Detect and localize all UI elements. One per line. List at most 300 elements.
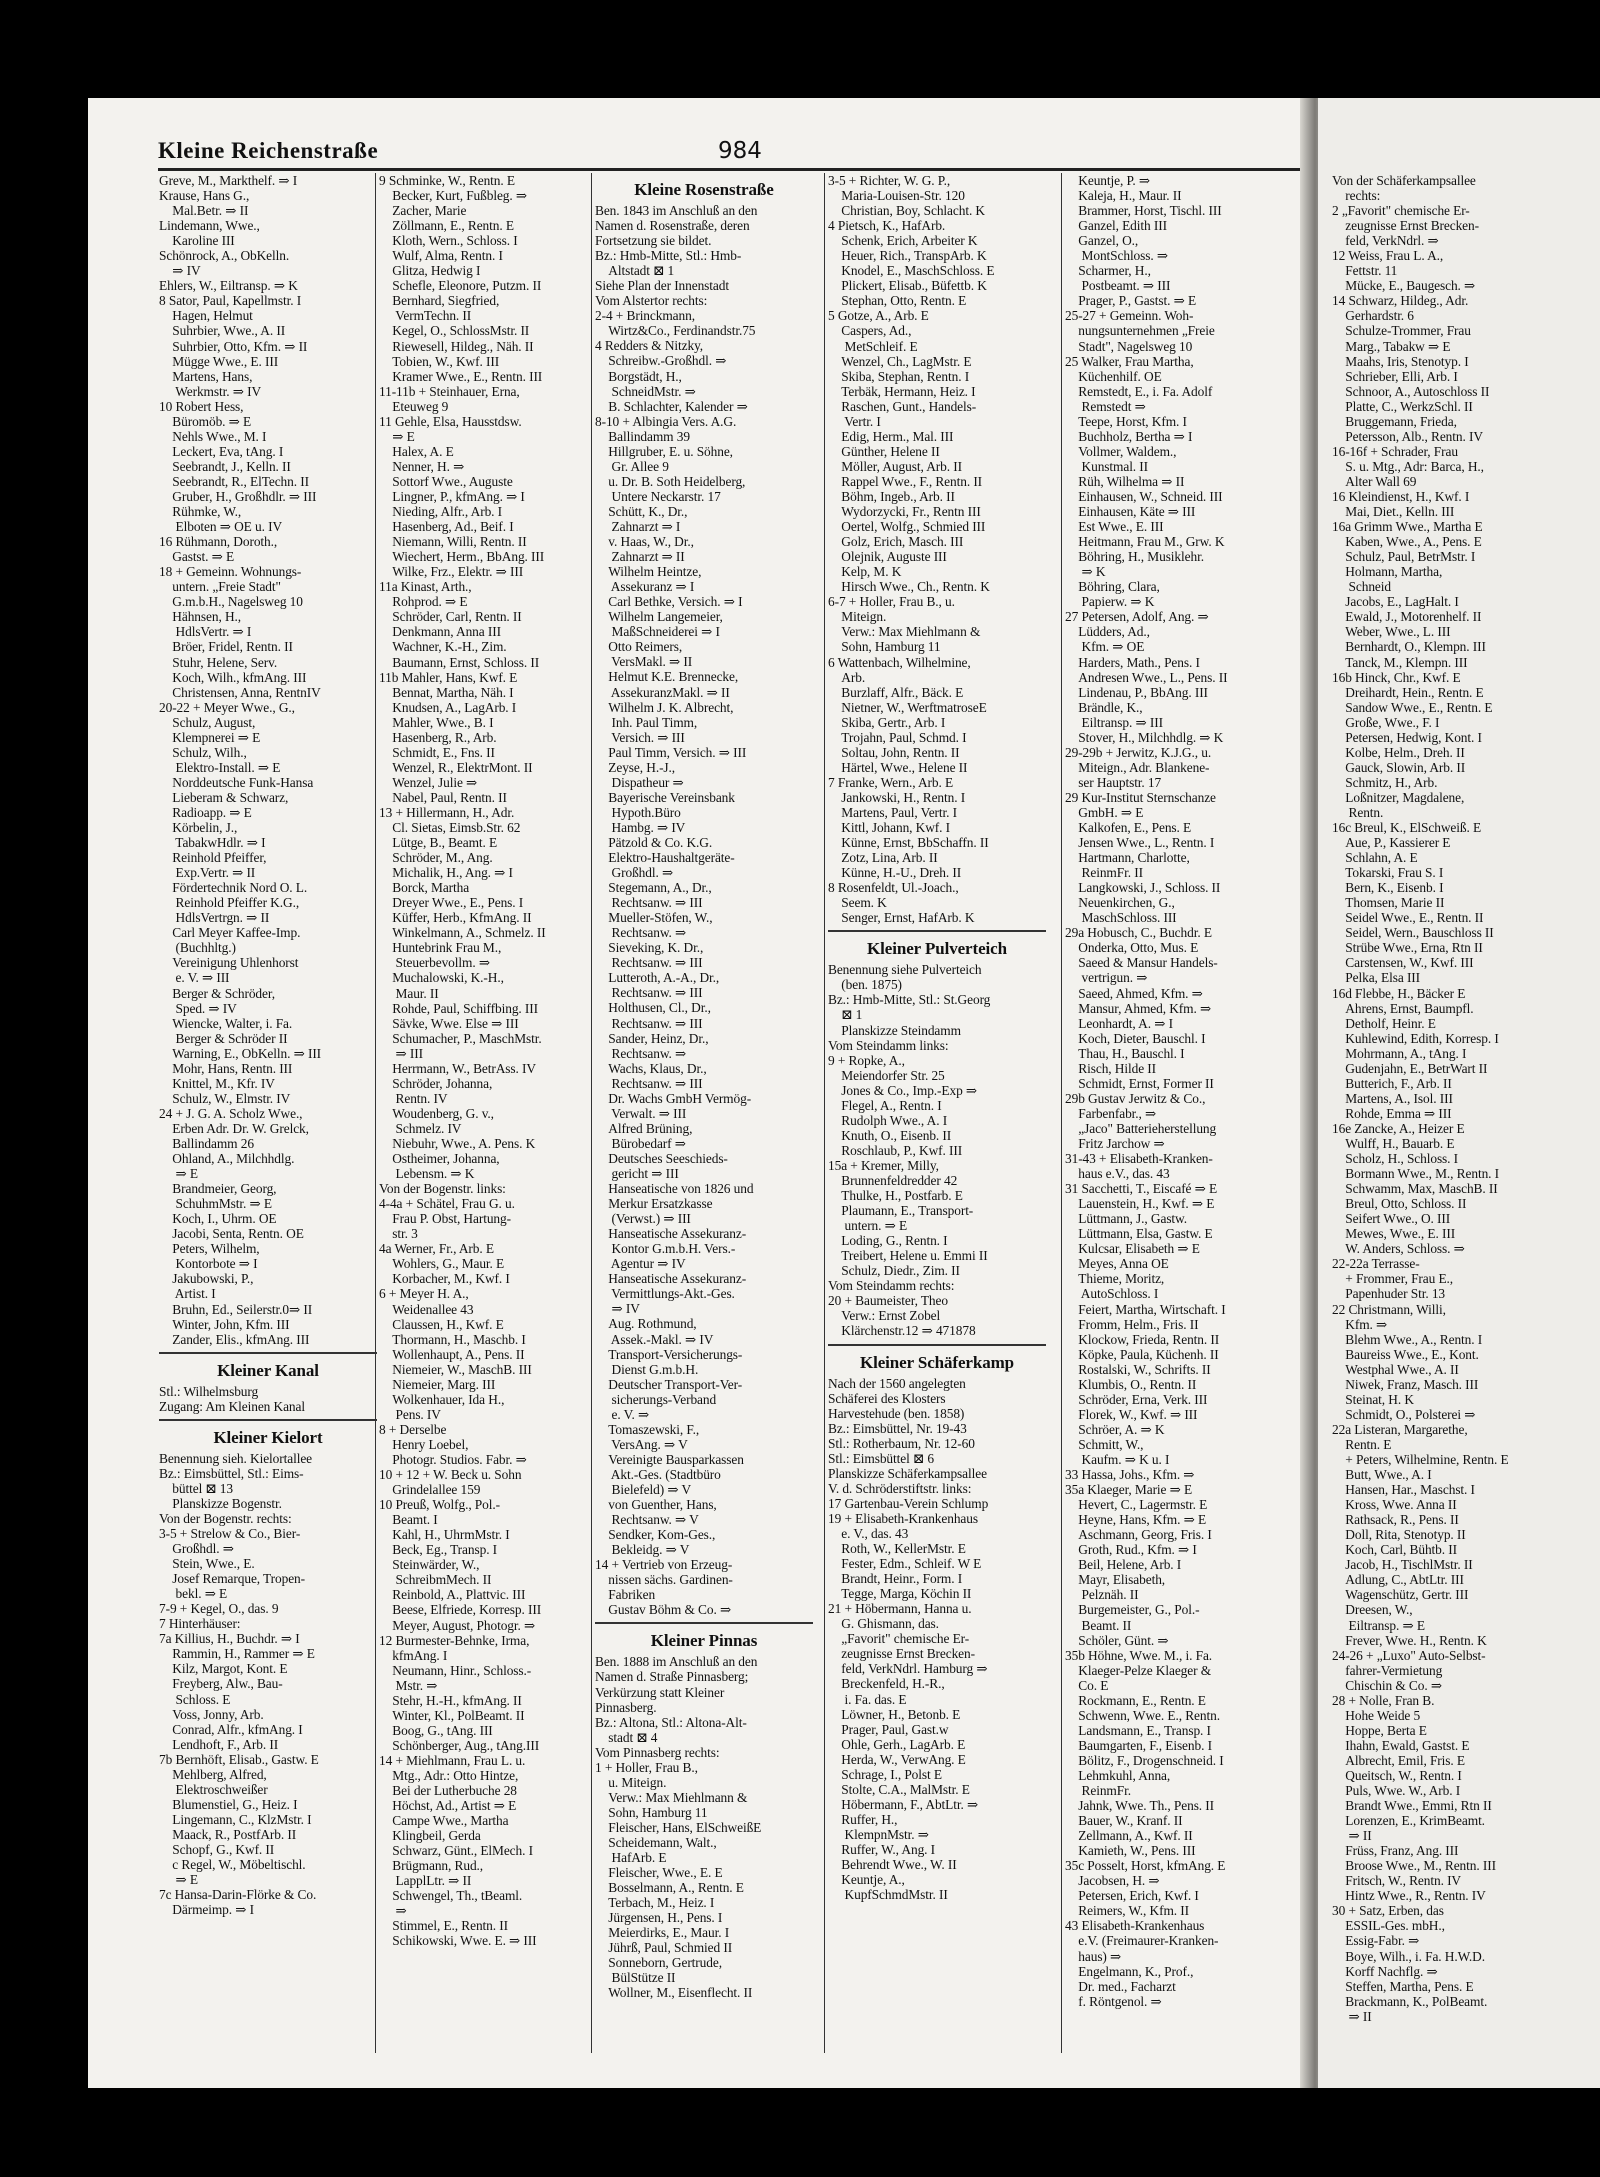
directory-entry: Bayerische Vereinsbank [595,789,735,805]
street-heading: Kleiner Pulverteich [867,939,1007,959]
directory-entry: V. d. Schröderstiftstr. links: [828,1480,972,1496]
street-heading: Kleiner Kielort [213,1427,323,1447]
directory-entry: TabakwHdlr. ⇒ I [159,835,266,851]
directory-entry: Gudenjahn, E., BetrWart II [1332,1060,1488,1076]
directory-entry: Leonhardt, A. ⇒ I [1065,1015,1173,1031]
directory-entry: Caspers, Ad., [828,323,912,339]
directory-entry: Schreibw.-Großhdl. ⇒ [595,353,727,369]
directory-entry: Verkürzung statt Kleiner [595,1684,725,1700]
directory-entry: Mtg., Adr.: Otto Hintze, [379,1767,519,1783]
directory-entry: Seebrandt, J., Kelln. II [159,458,291,474]
directory-entry: Jensen Wwe., L., Rentn. I [1065,835,1215,851]
directory-entry: Pelznäh. II [1065,1587,1139,1603]
directory-entry: 29a Hobusch, C., Buchdr. E [1065,925,1212,941]
directory-entry: Vereinigte Bausparkassen [595,1451,744,1467]
directory-entry: Michalik, H., Ang. ⇒ I [379,865,513,881]
directory-entry: Bekleidg. ⇒ V [595,1542,690,1558]
directory-entry: Saeed & Mansur Handels- [1065,955,1218,971]
directory-entry: Trojahn, Paul, Schmd. I [828,729,967,745]
directory-entry: Winter, John, Kfm. III [159,1316,290,1332]
directory-entry: Steinwärder, W., [379,1557,480,1573]
directory-entry: Zotz, Lina, Arb. II [828,850,938,866]
directory-entry: rechts: [1332,188,1381,204]
directory-entry: Bern, K., Eisenb. I [1332,880,1444,896]
directory-entry: Bei der Lutherbuche 28 [379,1783,517,1799]
directory-entry: haus) ⇒ [1065,1948,1122,1964]
directory-entry: 30 + Satz, Erben, das [1332,1903,1444,1919]
directory-entry: Koch, Wilh., kfmAng. III [159,669,307,685]
directory-entry: 7 Franke, Wern., Arb. E [828,774,954,790]
directory-entry: Frever, Wwe. H., Rentn. K [1332,1632,1487,1648]
directory-entry: 16-16f + Schrader, Frau [1332,443,1458,459]
directory-entry: „Favorit" chemische Er- [828,1631,970,1647]
directory-entry: Schwarz, Günt., ElMech. I [379,1843,533,1859]
directory-entry: Zahnarzt ⇒ I [595,518,681,534]
directory-entry: Kalkofen, E., Pens. E [1065,820,1192,836]
directory-entry: Rentn. [1332,804,1384,820]
directory-entry: Stl.: Eimsbüttel ⊠ 6 [828,1450,934,1466]
directory-entry: 5 Gotze, A., Arb. E [828,308,929,324]
directory-entry: Wachs, Klaus, Dr., [595,1060,707,1076]
directory-entry: ⇒ III [379,1045,423,1061]
directory-entry: Koch, I., Uhrm. OE [159,1211,277,1227]
directory-entry: Radioapp. ⇒ E [159,804,252,820]
directory-entry: Klaeger-Pelze Klaeger & [1065,1662,1212,1678]
directory-entry: Halex, A. E [379,443,454,459]
directory-entry: Adlung, C., AbtLtr. III [1332,1572,1464,1588]
directory-entry: e. V., das. 43 [828,1525,909,1541]
directory-entry: Boye, Wilh., i. Fa. H.W.D. [1332,1948,1485,1964]
directory-entry: Lorenzen, E., KrimBeamt. [1332,1813,1485,1829]
directory-entry: Kittl, Johann, Kwf. I [828,820,951,836]
directory-entry: Jahnk, Wwe. Th., Pens. II [1065,1798,1215,1814]
directory-entry: Brügmann, Rud., [379,1858,484,1874]
directory-entry: Zellmann, A., Kwf. II [1065,1828,1193,1844]
directory-entry: Thulke, H., Postfarb. E [828,1188,963,1204]
directory-entry: Rohde, Paul, Schiffbing. III [379,1000,539,1016]
directory-entry: Essig-Fabr. ⇒ [1332,1933,1420,1949]
directory-entry: 20 + Baumeister, Theo [828,1293,948,1309]
directory-entry: Schmidt, Ernst, Former II [1065,1075,1214,1091]
directory-entry: Farbenfabr., ⇒ [1065,1105,1157,1121]
directory-entry: Alfred Brüning, [595,1120,693,1136]
directory-entry: ⇒ II [1332,1828,1372,1844]
directory-entry: Wagenschütz, Gertr. III [1332,1587,1469,1603]
directory-entry: Nehls Wwe., M. I [159,428,267,444]
directory-entry: Thomsen, Marie II [1332,895,1445,911]
directory-entry: Arb. [828,669,866,685]
directory-entry: Keuntje, P. ⇒ [1065,173,1150,188]
directory-entry: Lindemann, Wwe., [159,218,260,234]
directory-entry: Nabel, Paul, Rentn. II [379,789,507,805]
directory-entry: Reinhold Pfeiffer, [159,850,267,866]
directory-entry: Koch, Dieter, Bauschl. I [1065,1030,1206,1046]
directory-entry: Scheidemann, Walt., [595,1834,717,1850]
directory-entry: 4-4a + Schätel, Frau G. u. [379,1196,515,1212]
directory-entry: Sieveking, K. Dr., [595,940,704,956]
directory-entry: Jacobi, Senta, Rentn. OE [159,1226,304,1242]
directory-entry: Hanseatische Assekuranz- [595,1226,747,1242]
street-heading: Kleiner Kanal [217,1360,319,1380]
directory-entry: Borgstädt, H., [595,368,682,384]
directory-entry: Roschlaub, P., Kwf. III [828,1142,963,1158]
directory-entry: Sendker, Kom-Ges., [595,1527,716,1543]
directory-entry: 3-5 + Richter, W. G. P., [828,173,951,188]
directory-entry: Rentn. E [1332,1436,1392,1452]
directory-entry: Teepe, Horst, Kfm. I [1065,413,1187,429]
directory-entry: Jührß, Paul, Schmied II [595,1940,733,1956]
directory-entry: Dr. Wachs GmbH Vermög- [595,1090,752,1106]
directory-entry: Dienst G.m.b.H. [595,1361,699,1377]
directory-entry: Kegel, O., SchlossMstr. II [379,323,530,339]
directory-entry: Möller, August, Arb. II [828,458,962,474]
directory-entry: Bürobedarf ⇒ [595,1135,686,1151]
directory-entry: Knuth, O., Eisenb. II [828,1127,952,1143]
directory-entry: Stl.: Wilhelmsburg [159,1383,259,1399]
directory-entry: Rechtsanw. ⇒ III [595,1075,703,1091]
directory-entry: Maur. II [379,985,439,1001]
directory-entry: Martens, Hans, [159,368,253,384]
directory-entry: Rechtsanw. ⇒ III [595,955,703,971]
directory-entry: Ewald, J., Motorenhelf. II [1332,609,1482,625]
directory-entry: Reinhold Pfeiffer K.G., [159,895,300,911]
directory-entry: Assekuranz ⇒ I [595,579,695,595]
directory-entry: Mstr. ⇒ [379,1677,438,1693]
directory-entry: Benennung sieh. Kielortallee [159,1450,313,1466]
directory-entry: (Buchhltg.) [159,940,236,956]
directory-entry: stadt ⊠ 4 [595,1729,658,1745]
directory-entry: Rechtsanw. ⇒ III [595,1015,703,1031]
directory-entry: Hevert, C., Lagermstr. E [1065,1497,1208,1513]
directory-entry: Rentn. IV [379,1090,448,1106]
directory-entry: 2 „Favorit" chemische Er- [1332,203,1470,219]
directory-entry: Zander, Elis., kfmAng. III [159,1331,310,1347]
directory-entry: Beese, Elfriede, Korresp. III [379,1602,542,1618]
directory-entry: Mücke, E., Baugesch. ⇒ [1332,278,1476,294]
directory-entry: Ihahn, Ewald, Gastst. E [1332,1737,1470,1753]
directory-entry: Greve, M., Markthelf. ⇒ I [159,173,298,188]
directory-entry: Böhm, Ingeb., Arb. II [828,488,955,504]
directory-entry: Dreihardt, Hein., Rentn. E [1332,684,1484,700]
directory-entry: Meyer, August, Photogr. ⇒ [379,1617,536,1633]
directory-entry: Treibert, Helene u. Emmi II [828,1248,988,1264]
directory-entry: Aug. Rothmund, [595,1316,697,1332]
directory-entry: VersAng. ⇒ V [595,1436,688,1452]
directory-entry: Benennung siehe Pulverteich [828,962,982,978]
directory-entry: Mayr, Elisabeth, [1065,1572,1166,1588]
directory-entry: Großhdl. ⇒ [159,1541,234,1557]
directory-entry: untern. ⇒ E [828,1218,908,1234]
directory-entry: fahrer-Vermietung [1332,1662,1443,1678]
directory-entry: Rockmann, E., Rentn. E [1065,1692,1206,1708]
directory-entry: 16e Zancke, A., Heizer E [1332,1120,1465,1136]
directory-entry: 11b Mahler, Hans, Kwf. E [379,669,518,685]
directory-entry: Sped. ⇒ IV [159,1000,237,1016]
directory-entry: zeugnisse Ernst Brecken- [828,1646,975,1662]
directory-entry: Bauer, W., Kranf. II [1065,1813,1183,1829]
directory-entry: Wilke, Frz., Elektr. ⇒ III [379,564,524,580]
directory-entry: e. V. ⇒ III [159,970,230,986]
directory-entry: Olejnik, Auguste III [828,549,947,565]
directory-entry: Ruffer, W., Ang. I [828,1841,936,1857]
directory-entry: Warning, E., ObKelln. ⇒ III [159,1045,322,1061]
directory-entry: feld, VerkNdrl. Hamburg ⇒ [828,1661,988,1677]
directory-entry: Rathsack, R., Pens. II [1332,1512,1459,1528]
directory-entry: Puls, Wwe. W., Arb. I [1332,1783,1461,1799]
directory-entry: Lehmkuhl, Anna, [1065,1767,1171,1783]
directory-entry: 24-26 + „Luxo" Auto-Selbst- [1332,1647,1486,1663]
directory-entry: Kloth, Wern., Schloss. I [379,233,518,249]
directory-entry: Krause, Hans G., [159,188,250,204]
directory-entry: Jürgensen, H., Pens. I [595,1910,723,1926]
directory-entry: Künne, H.-U., Dreh. II [828,865,962,881]
directory-entry: Andresen Wwe., L., Pens. II [1065,669,1228,685]
directory-entry: Jacob, H., TischlMstr. II [1332,1557,1473,1573]
directory-entry: GmbH. ⇒ E [1065,804,1144,820]
directory-entry: Remstedt, E., i. Fa. Adolf [1065,383,1213,399]
directory-entry: Kamieth, W., Pens. III [1065,1843,1196,1859]
directory-page [88,98,1318,2088]
directory-entry: Lüttmann, Elsa, Gastw. E [1065,1226,1213,1242]
directory-entry: Fleischer, Hans, ElSchweißE [595,1819,762,1835]
directory-entry: 8-10 + Albingia Vers. A.G. [595,413,737,429]
directory-entry: S. u. Mtg., Adr: Barca, H., [1332,458,1484,474]
directory-entry: Schefle, Eleonore, Putzm. II [379,278,542,294]
directory-entry: (ben. 1875) [828,977,902,993]
directory-entry: Lingemann, C., KlzMstr. I [159,1811,312,1827]
directory-entry: Remstedt ⇒ [1065,398,1146,414]
directory-entry: Wilhelm J. K. Albrecht, [595,699,734,715]
directory-entry: Elboten ⇒ OE u. IV [159,519,283,535]
directory-entry: 16c Breul, K., ElSchweiß. E [1332,820,1482,836]
column-1 [159,173,377,1917]
directory-entry: Keuntje, A., [828,1872,905,1888]
directory-entry: Schmitz, H., Arb. [1332,774,1438,790]
directory-entry: Fritz Jarchow ⇒ [1065,1136,1165,1151]
directory-entry: Ohland, A., Milchhdlg. [159,1151,295,1167]
directory-entry: Schröder, Carl, Rentn. II [379,609,522,625]
directory-entry: Plickert, Elisab., Büfettb. K [828,278,987,294]
directory-entry: Breckenfeld, H.-R., [828,1676,945,1692]
directory-entry: Voss, Jonny, Arb. [159,1706,264,1722]
directory-entry: u. Miteign. [595,1774,667,1790]
directory-entry: Heuer, Rich., TranspArb. K [828,248,987,264]
directory-entry: Merkur Ersatzkasse [595,1196,713,1212]
directory-entry: Sottorf Wwe., Auguste [379,473,513,489]
directory-entry: Suhrbier, Otto, Kfm. ⇒ II [159,338,308,354]
directory-entry: Holmann, Martha, [1332,564,1443,580]
directory-entry: Westphal Wwe., A. II [1332,1361,1459,1377]
column-5 [1065,173,1283,2009]
directory-entry: Christensen, Anna, RentnIV [159,684,321,700]
street-heading: Kleiner Schäferkamp [859,1352,1015,1372]
directory-entry: Heitmann, Frau M., Grw. K [1065,534,1225,550]
directory-entry: von Guenther, Hans, [595,1497,717,1513]
directory-entry: 22a Listeran, Margarethe, [1332,1421,1468,1437]
directory-entry: Schwenn, Wwe. E., Rentn. [1065,1707,1220,1723]
directory-entry: Baureiss Wwe., E., Kont. [1332,1346,1479,1362]
directory-entry: Edig, Herm., Mal. III [828,428,954,444]
facing-page-column [1332,173,1592,2024]
street-heading: Kleiner Pinnas [650,1631,758,1651]
directory-entry: Steinat, H. K [1332,1391,1414,1407]
facing-page [1318,98,1600,2088]
directory-entry: 14 Schwarz, Hildeg., Adr. [1332,293,1469,309]
directory-entry: Ehlers, W., Eiltransp. ⇒ K [159,278,298,294]
directory-entry: Chischin & Co. ⇒ [1332,1677,1442,1693]
directory-entry: Stephan, Otto, Rentn. E [828,293,967,309]
directory-entry: Wolkenhauer, Ida H., [379,1391,505,1407]
directory-entry: Stehr, H.-H., kfmAng. II [379,1692,522,1708]
directory-entry: Seidel, Wern., Bauschloss II [1332,925,1494,941]
street-heading: Kleine Rosenstraße [634,180,774,199]
directory-entry: 12 Burmester-Behnke, Irma, [379,1632,530,1648]
directory-entry: Rühmke, W., [159,504,242,520]
directory-entry: Bernhard, Siegfried, [379,293,500,309]
directory-entry: Postbeamt. ⇒ III [1065,278,1171,294]
directory-entry: Sohn, Hamburg 11 [828,639,941,655]
directory-entry: Wohlers, G., Maur. E [379,1256,505,1272]
directory-entry: 17 Gartenbau-Verein Schlump [828,1495,989,1511]
directory-entry: Baumgarten, F., Eisenb. I [1065,1737,1212,1753]
directory-entry: Lieberam & Schwarz, [159,789,289,805]
directory-entry: Platte, C., WerkzSchl. II [1332,398,1473,414]
directory-entry: Hanseatische von 1826 und [595,1181,754,1197]
directory-entry: Ganzel, O., [1065,233,1139,249]
directory-entry: Namen d. Rosenstraße, deren [595,218,750,234]
directory-entry: Jakubowski, P., [159,1271,254,1287]
directory-entry: Engelmann, K., Prof., [1065,1963,1194,1979]
directory-entry: ReinmFr. II [1065,865,1143,881]
directory-entry: Schikowski, Wwe. E. ⇒ III [379,1933,537,1949]
directory-entry: zeugnisse Ernst Brecken- [1332,218,1479,234]
directory-entry: Schröder, Erna, Verk. III [1065,1391,1208,1407]
directory-entry: 11a Kinast, Arth., [379,579,472,595]
directory-entry: Namen d. Straße Pinnasberg; [595,1669,749,1685]
directory-entry: Wirtz&Co., Ferdinandstr.75 [595,323,756,339]
directory-entry: Doll, Rita, Stenotyp. II [1332,1527,1466,1543]
directory-entry: Kramer Wwe., E., Rentn. III [379,368,543,384]
directory-entry: Brandt Wwe., Emmi, Rtn II [1332,1798,1492,1814]
directory-entry: Kaben, Wwe., A., Pens. E [1332,534,1482,550]
directory-entry: Landsmann, E., Transp. I [1065,1722,1211,1738]
directory-entry: Lendhoft, F., Arb. II [159,1736,279,1752]
directory-entry: 18 + Gemeinn. Wohnungs- [159,564,302,580]
directory-entry: 11-11b + Steinhauer, Erna, [379,383,520,399]
directory-entry: Nietner, W., WerftmatroseE [828,699,987,715]
directory-entry: Christian, Boy, Schlacht. K [828,203,986,219]
directory-entry: Rechtsanw. ⇒ [595,1045,687,1061]
directory-entry: Gruber, H., Großhdlr. ⇒ III [159,488,317,504]
page-header [158,128,1318,171]
directory-entry: MetSchleif. E [828,338,918,354]
directory-entry: Prager, P., Gastst. ⇒ E [1065,293,1197,309]
directory-entry: Versich. ⇒ III [595,729,685,745]
directory-entry: Leckert, Eva, tAng. I [159,443,284,459]
directory-entry: Fleischer, Wwe., E. E [595,1865,723,1881]
directory-entry: Skiba, Stephan, Rentn. I [828,368,970,384]
column-divider [824,173,825,2053]
directory-entry: ⇒ [379,1903,407,1919]
directory-entry: Wulff, H., Bauarb. E [1332,1136,1455,1151]
directory-entry: Onderka, Otto, Mus. E [1065,940,1199,956]
directory-entry: Pinnasberg. [595,1699,657,1715]
directory-entry: 12 Weiss, Frau L. A., [1332,248,1444,264]
directory-entry: Niemeier, Marg. III [379,1376,496,1392]
directory-entry: Huntebrink Frau M., [379,940,502,956]
directory-entry: Lutteroth, A.-A., Dr., [595,970,720,986]
directory-entry: Därmeimp. ⇒ I [159,1902,254,1918]
directory-entry: Thau, H., Bauschl. I [1065,1045,1185,1061]
directory-entry: 1 + Holler, Frau B., [595,1759,698,1775]
directory-entry: Pätzold & Co. K.G. [595,834,713,850]
directory-entry: Dreyer Wwe., E., Pens. I [379,895,524,911]
directory-entry: Beamt. I [379,1512,438,1528]
directory-entry: Langkowski, J., Schloss. II [1065,880,1221,896]
directory-entry: Schwamm, Max, MaschB. II [1332,1181,1498,1197]
directory-entry: Gustav Böhm & Co. ⇒ [595,1602,732,1618]
directory-entry: Küchenhilf. OE [1065,368,1162,384]
directory-entry: ⇒ E [159,1872,198,1888]
directory-entry: Stegemann, A., Dr., [595,880,712,896]
directory-entry: Behrendt Wwe., W. II [828,1857,957,1873]
directory-entry: ⇒ IV [159,263,201,279]
directory-entry: Schönrock, A., ObKelln. [159,248,290,264]
directory-entry: Sohn, Hamburg 11 [595,1804,708,1820]
directory-entry: Verw.: Max Miehlmann & [595,1789,748,1805]
directory-entry: Rappel Wwe., F., Rentn. II [828,473,983,489]
directory-entry: Schneid [1332,579,1391,595]
directory-entry: Schröer, A. ⇒ K [1065,1421,1165,1437]
directory-entry: Carl Bethke, Versich. ⇒ I [595,594,743,610]
directory-entry: Herrmann, W., BetrAss. IV [379,1060,536,1076]
directory-entry: Zahnarzt ⇒ II [595,549,685,565]
directory-entry: Elektro-Install. ⇒ E [159,759,281,775]
directory-entry: Schlahn, A. E [1332,850,1418,866]
directory-entry: Weidenallee 43 [379,1301,474,1317]
directory-entry: 29-29b + Jerwitz, K.J.G., u. [1065,744,1212,760]
directory-entry: Agentur ⇒ IV [595,1256,686,1272]
directory-entry: Mewes, Wwe., E. III [1332,1226,1456,1242]
directory-entry: Löwner, H., Betonb. E [828,1706,961,1722]
directory-entry: 35c Posselt, Horst, kfmAng. E [1065,1858,1226,1874]
directory-entry: Hoppe, Berta E [1332,1722,1427,1738]
directory-entry: Härtel, Wwe., Helene II [828,759,968,775]
directory-entry: ser Hauptstr. 17 [1065,774,1162,790]
directory-entry: Glitza, Hedwig I [379,263,481,279]
directory-entry: ⊠ 1 [828,1007,863,1023]
directory-entry: Vertr. I [828,413,881,429]
directory-entry: Jones & Co., Imp.-Exp ⇒ [828,1082,978,1098]
column-2 [379,173,597,1949]
directory-entry: Broose Wwe., M., Rentn. III [1332,1858,1496,1874]
directory-entry: Hagen, Helmut [159,308,253,324]
directory-entry: Sander, Heinz, Dr., [595,1030,709,1046]
directory-entry: Brackmann, K., PolBeamt. [1332,1993,1488,2009]
directory-entry: Grindelallee 159 [379,1482,481,1498]
directory-entry: Lüttmann, J., Gastw. [1065,1211,1187,1227]
directory-entry: Deutsches Seeschieds- [595,1150,728,1166]
directory-entry: Erben Adr. Dr. W. Grelck, [159,1120,309,1136]
directory-entry: sicherungs-Verband [595,1391,717,1407]
directory-entry: Elektro-Haushaltgeräte- [595,850,735,866]
directory-entry: Butt, Wwe., A. I [1332,1467,1432,1483]
directory-entry: Schnoor, A., Autoschloss II [1332,383,1490,399]
directory-entry: Schröder, Johanna, [379,1075,493,1091]
directory-entry: Burzlaff, Alfr., Bäck. E [828,684,964,700]
directory-entry: Klockow, Frieda, Rentn. II [1065,1331,1220,1347]
directory-entry: Einhausen, W., Schneid. III [1065,488,1223,504]
